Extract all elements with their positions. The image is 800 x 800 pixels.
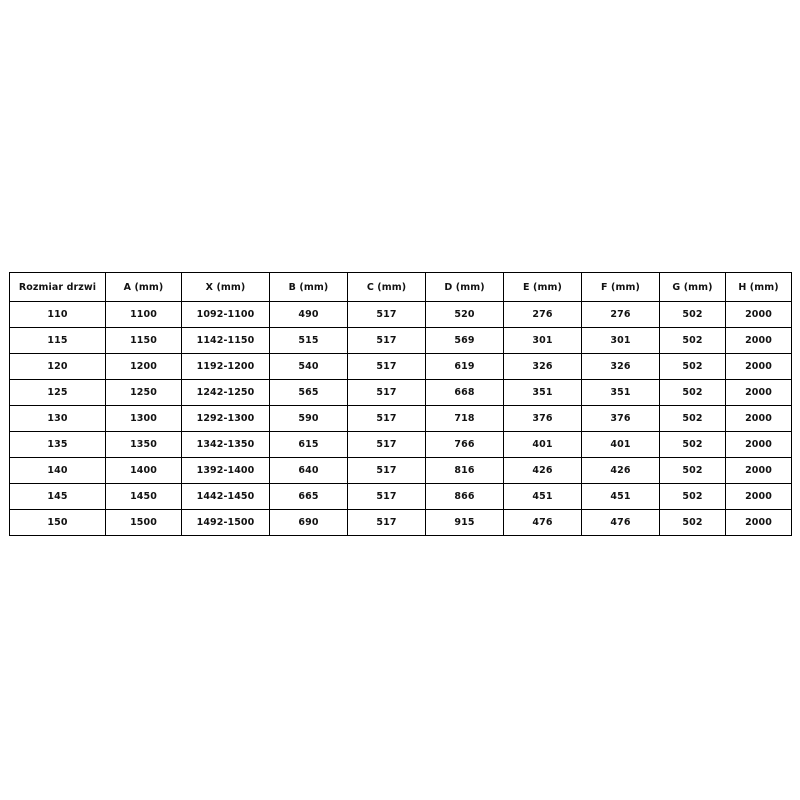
table-column-header: A (mm) (106, 273, 182, 302)
table-cell: 1492-1500 (182, 510, 270, 536)
table-cell: 140 (10, 458, 106, 484)
table-column-header: E (mm) (504, 273, 582, 302)
table-cell: 502 (660, 432, 726, 458)
table-cell: 520 (426, 302, 504, 328)
table-cell: 426 (582, 458, 660, 484)
table-cell: 517 (348, 328, 426, 354)
table-cell: 1450 (106, 484, 182, 510)
table-cell: 1392-1400 (182, 458, 270, 484)
table-cell: 476 (504, 510, 582, 536)
table-cell: 490 (270, 302, 348, 328)
table-cell: 502 (660, 458, 726, 484)
table-cell: 135 (10, 432, 106, 458)
table-cell: 401 (582, 432, 660, 458)
table-cell: 2000 (726, 328, 792, 354)
table-row (10, 406, 792, 432)
table-column-header: D (mm) (426, 273, 504, 302)
table-column-header: X (mm) (182, 273, 270, 302)
table-cell: 301 (582, 328, 660, 354)
table-cell: 2000 (726, 510, 792, 536)
table-row (10, 380, 792, 406)
table-cell: 502 (660, 354, 726, 380)
table-cell: 276 (504, 302, 582, 328)
table-cell: 502 (660, 302, 726, 328)
table-cell: 1442-1450 (182, 484, 270, 510)
table-body (10, 302, 792, 536)
table-cell: 326 (504, 354, 582, 380)
table-header-row (10, 273, 792, 302)
table-cell: 619 (426, 354, 504, 380)
table-cell: 816 (426, 458, 504, 484)
table-cell: 615 (270, 432, 348, 458)
table-cell: 351 (504, 380, 582, 406)
size-table-container (9, 272, 791, 536)
table-cell: 915 (426, 510, 504, 536)
table-cell: 476 (582, 510, 660, 536)
table-cell: 502 (660, 380, 726, 406)
table-cell: 502 (660, 328, 726, 354)
table-row (10, 354, 792, 380)
table-row (10, 510, 792, 536)
table-cell: 276 (582, 302, 660, 328)
table-row (10, 484, 792, 510)
table-header (10, 273, 792, 302)
table-column-header: C (mm) (348, 273, 426, 302)
table-column-header: F (mm) (582, 273, 660, 302)
table-cell: 1500 (106, 510, 182, 536)
table-cell: 517 (348, 380, 426, 406)
table-cell: 766 (426, 432, 504, 458)
table-cell: 517 (348, 406, 426, 432)
table-cell: 1092-1100 (182, 302, 270, 328)
table-cell: 120 (10, 354, 106, 380)
table-cell: 1150 (106, 328, 182, 354)
table-row (10, 432, 792, 458)
table-column-header: H (mm) (726, 273, 792, 302)
table-cell: 1242-1250 (182, 380, 270, 406)
table-cell: 125 (10, 380, 106, 406)
table-cell: 2000 (726, 458, 792, 484)
table-cell: 517 (348, 432, 426, 458)
table-row (10, 458, 792, 484)
table-cell: 665 (270, 484, 348, 510)
table-cell: 426 (504, 458, 582, 484)
table-cell: 517 (348, 510, 426, 536)
table-cell: 2000 (726, 380, 792, 406)
table-cell: 1200 (106, 354, 182, 380)
table-cell: 2000 (726, 354, 792, 380)
table-cell: 401 (504, 432, 582, 458)
door-size-table (9, 272, 792, 536)
table-cell: 115 (10, 328, 106, 354)
table-cell: 2000 (726, 432, 792, 458)
table-cell: 110 (10, 302, 106, 328)
table-cell: 451 (504, 484, 582, 510)
table-cell: 301 (504, 328, 582, 354)
table-column-header: B (mm) (270, 273, 348, 302)
table-cell: 517 (348, 458, 426, 484)
table-cell: 718 (426, 406, 504, 432)
table-column-header: Rozmiar drzwi (10, 273, 106, 302)
table-cell: 376 (504, 406, 582, 432)
table-column-header: G (mm) (660, 273, 726, 302)
table-cell: 2000 (726, 302, 792, 328)
table-cell: 517 (348, 484, 426, 510)
table-cell: 502 (660, 406, 726, 432)
table-cell: 376 (582, 406, 660, 432)
table-cell: 517 (348, 302, 426, 328)
table-cell: 1142-1150 (182, 328, 270, 354)
table-cell: 590 (270, 406, 348, 432)
table-row (10, 328, 792, 354)
table-cell: 2000 (726, 484, 792, 510)
table-cell: 1300 (106, 406, 182, 432)
table-cell: 145 (10, 484, 106, 510)
table-cell: 1192-1200 (182, 354, 270, 380)
table-cell: 130 (10, 406, 106, 432)
table-cell: 326 (582, 354, 660, 380)
table-cell: 569 (426, 328, 504, 354)
table-cell: 1400 (106, 458, 182, 484)
table-cell: 451 (582, 484, 660, 510)
table-cell: 668 (426, 380, 504, 406)
table-cell: 1100 (106, 302, 182, 328)
table-cell: 150 (10, 510, 106, 536)
table-cell: 2000 (726, 406, 792, 432)
table-cell: 690 (270, 510, 348, 536)
table-cell: 517 (348, 354, 426, 380)
table-cell: 1342-1350 (182, 432, 270, 458)
table-cell: 515 (270, 328, 348, 354)
table-cell: 640 (270, 458, 348, 484)
table-cell: 866 (426, 484, 504, 510)
table-row (10, 302, 792, 328)
table-cell: 1292-1300 (182, 406, 270, 432)
table-cell: 1250 (106, 380, 182, 406)
table-cell: 1350 (106, 432, 182, 458)
table-cell: 502 (660, 510, 726, 536)
table-cell: 351 (582, 380, 660, 406)
table-cell: 502 (660, 484, 726, 510)
table-cell: 565 (270, 380, 348, 406)
table-cell: 540 (270, 354, 348, 380)
